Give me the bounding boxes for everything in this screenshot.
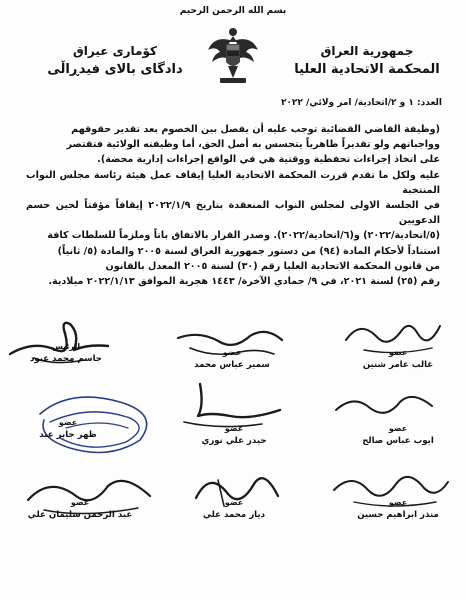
country-name: جمهورية العراق [320, 44, 414, 58]
reference-number: العدد: ١ و ٢/اتحادية/ امر ولائي/ ٢٠٢٢ [280, 98, 442, 108]
header-right-arabic [292, 44, 442, 77]
text-line: من قانون المحكمة الاتحادية العليا رقم (٣٠) لسنة ٢٠٠٥ المعدل بالقانون [105, 260, 440, 272]
signature-role: عضو [388, 498, 408, 507]
signature-role: الرئيس [51, 342, 81, 351]
signature-block-president [6, 342, 126, 364]
signature-role: عضو [224, 498, 244, 507]
text-line: على اتخاذ إجراءات تحفظية ووقتية هي في الواقع إجراءات إدارية محضة). [97, 154, 440, 166]
signature-role: عضو [224, 424, 244, 433]
signature-name: ظهر جابر عبد [39, 430, 97, 440]
basmala: بسم الله الرحمن الرحيم [179, 6, 287, 16]
signature-block-member [174, 498, 294, 520]
signature-name: غالب عامر شنين [362, 360, 434, 370]
court-name: المحكمة الاتحادية العليا [294, 62, 440, 77]
text-line: عليه ولكل ما تقدم قررت المحكمة الاتحادية العليا إيقاف عمل هيئة رئاسة مجلس النواب المنتخبة [26, 169, 440, 196]
signature-name: عبد الرحمن سليمان علي [27, 510, 133, 520]
text-line: (وظيفة القاضي القضائية توجب عليه أن يفصل بين الخصوم بعد تقدير حقوقهم [71, 124, 440, 135]
signature-block-member [8, 418, 128, 440]
signature-name: ديار محمد علي [202, 510, 266, 520]
signature-block-member [20, 498, 140, 520]
signature-block-member [338, 424, 458, 446]
signature-role: عضو [388, 348, 408, 357]
signature-name: جاسم محمد عبود [29, 354, 102, 364]
signature-name: حيدر علي نوري [201, 436, 267, 446]
signature-role: عضو [58, 418, 78, 427]
header-left-kurdish [40, 44, 190, 77]
signature-name: ايوب عباس صالح [362, 436, 434, 446]
signature-name: منذر ابراهيم حسين [357, 510, 439, 520]
signature-block-member [172, 348, 292, 370]
signature-name: سمير عباس محمد [194, 360, 270, 370]
signature-role: عضو [388, 424, 408, 433]
signature-block-member [338, 498, 458, 520]
text-line: رقم (٢٥) لسنة ٢٠٢١، في ٩/ جمادي الآخرة/ ١٤٤٣ هجرية الموافق ٢٠٢٢/١/١٣ ميلادية. [48, 276, 440, 288]
signature-block-member [338, 348, 458, 370]
text-line: وواجباتهم ولو تقديراً ظاهرياً يتحسس به أصل الحق، أما وظيفته الولائية فتقتصر [66, 139, 440, 151]
signature-role: عضو [70, 498, 90, 507]
country-name-kurdish: كۆماری عیراق [73, 44, 157, 58]
signature-scribble-member-5 [324, 380, 444, 430]
decision-text [26, 122, 440, 289]
signature-role: عضو [222, 348, 242, 357]
signature-block-member [174, 424, 294, 446]
text-line: في الجلسة الاولى لمجلس النواب المنعقدة بتاريخ ٢٠٢٢/١/٩ إيقافاً مؤقتاً لحين حسم الدعويين [26, 200, 440, 227]
text-line: استناداً لأحكام المادة (٩٤) من دستور جمهورية العراق لسنة ٢٠٠٥ والمادة (٥/ ثانياً) [57, 245, 440, 257]
iraq-eagle-emblem-icon [206, 24, 260, 86]
text-line: (٥/اتحادية/٢٠٢٢) و(٦/اتحادية/٢٠٢٢). وصدر القرار بالاتفاق باتاً وملزماً للسلطات كافة [47, 230, 440, 242]
court-name-kurdish: دادگای بالای فیدڕاڵی [47, 62, 183, 77]
